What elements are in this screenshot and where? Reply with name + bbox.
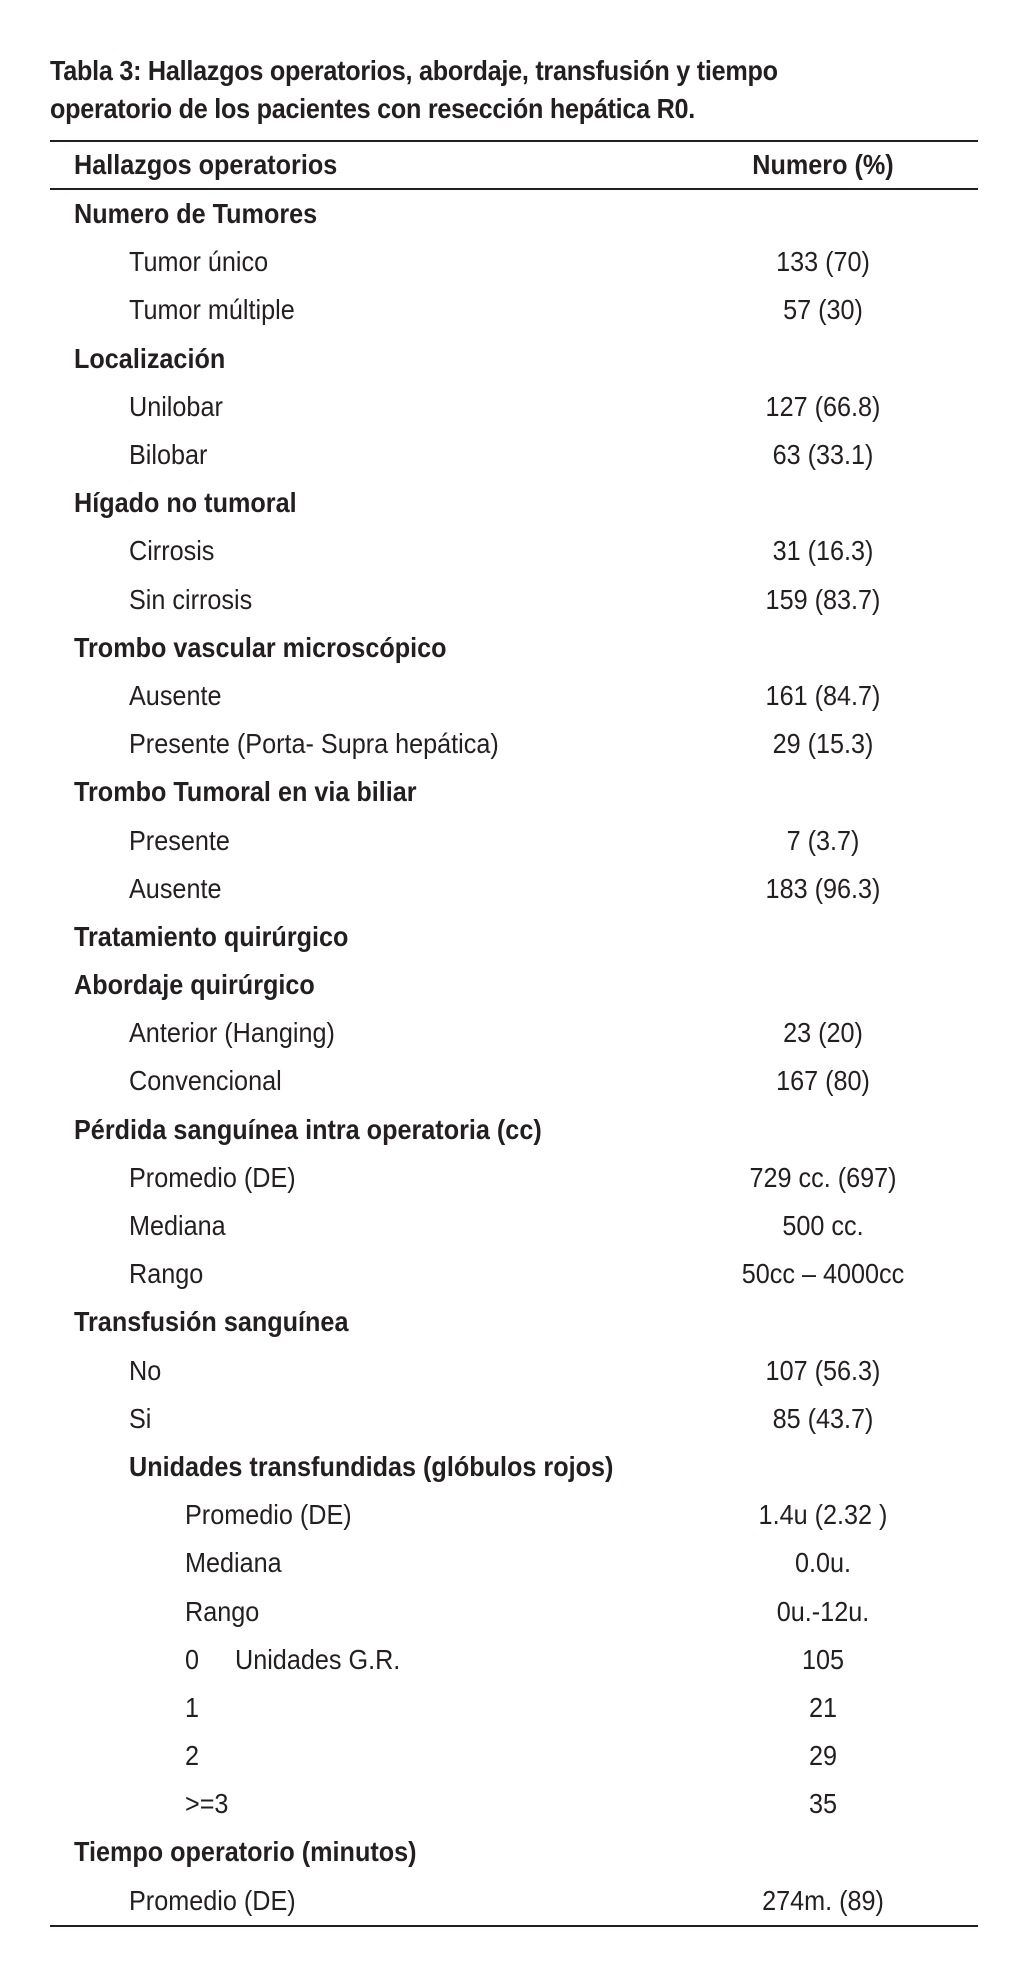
table-row: [50, 576, 978, 624]
row-label: Unidades transfundidas (glóbulos rojos): [129, 1450, 614, 1482]
row-label: 2: [185, 1740, 200, 1772]
row-value: 274m. (89): [762, 1884, 884, 1916]
row-value: 105: [801, 1643, 845, 1675]
row-label: Rango: [185, 1595, 260, 1627]
row-label: Pérdida sanguínea intra operatoria (cc): [74, 1113, 542, 1145]
table-row: [50, 1443, 978, 1491]
row-label: Presente (Porta- Supra hepática): [129, 728, 499, 760]
row-label: Sin cirrosis: [129, 583, 253, 615]
table-row: [50, 1491, 978, 1539]
row-label: Unilobar: [129, 390, 223, 422]
row-value: 159 (83.7): [765, 583, 881, 615]
table-row: [50, 1732, 978, 1780]
table-row: [50, 1684, 978, 1732]
row-label: Hígado no tumoral: [74, 487, 297, 519]
row-label: Cirrosis: [129, 535, 215, 567]
row-label: 1: [185, 1691, 200, 1723]
document-page: [50, 52, 978, 1916]
table-caption: [50, 52, 885, 128]
row-label: No: [129, 1354, 162, 1386]
row-sublabel: Unidades G.R.: [235, 1643, 401, 1675]
table-row: [50, 1539, 978, 1587]
row-value: 85 (43.7): [772, 1402, 874, 1434]
table-row: [50, 527, 978, 575]
table-header-row: [50, 142, 978, 188]
row-label: >=3: [185, 1788, 229, 1820]
row-label: Numero de Tumores: [74, 198, 318, 230]
row-label: Mediana: [129, 1210, 226, 1242]
row-value: 23 (20): [783, 1017, 863, 1049]
table-row: [50, 1250, 978, 1298]
caption-line-2: operatorio de los pacientes con resección hepática R0.: [50, 93, 696, 124]
row-value: 7 (3.7): [786, 824, 860, 856]
row-value: 127 (66.8): [765, 390, 881, 422]
table-section-row: [50, 913, 978, 961]
table-row: [50, 1780, 978, 1828]
row-label: 0: [185, 1643, 200, 1675]
table-row: [50, 431, 978, 479]
table-row: [50, 286, 978, 334]
table-row: [50, 238, 978, 286]
row-label: Anterior (Hanging): [129, 1017, 335, 1049]
row-label: Tratamiento quirúrgico: [74, 920, 349, 952]
table-row: [50, 720, 978, 768]
row-value: 161 (84.7): [765, 679, 881, 711]
row-value: 500 cc.: [782, 1210, 864, 1242]
table-row: [50, 1587, 978, 1635]
table-section-row: [50, 190, 978, 238]
row-label: Rango: [129, 1258, 204, 1290]
header-label: Hallazgos operatorios: [74, 149, 338, 180]
table-section-row: [50, 768, 978, 816]
row-value: 29: [808, 1740, 838, 1772]
row-value: 107 (56.3): [765, 1354, 881, 1386]
table-row: [50, 672, 978, 720]
row-label: Promedio (DE): [129, 1884, 296, 1916]
table-section-row: [50, 1106, 978, 1154]
row-value: 0u.-12u.: [776, 1595, 870, 1627]
table-section-row: [50, 335, 978, 383]
table-bottom-rule: [50, 1925, 978, 1927]
row-value: 29 (15.3): [772, 728, 874, 760]
table-row: [50, 1009, 978, 1057]
table-row: [50, 1877, 978, 1925]
row-label: Si: [129, 1402, 152, 1434]
row-label: Promedio (DE): [129, 1161, 296, 1193]
table-section-row: [50, 1298, 978, 1346]
row-label: Promedio (DE): [185, 1499, 352, 1531]
row-label: Tiempo operatorio (minutos): [74, 1836, 417, 1868]
table-row: [50, 383, 978, 431]
table-row: [50, 1636, 978, 1684]
row-label: Abordaje quirúrgico: [74, 969, 315, 1001]
findings-table: [50, 140, 978, 1927]
row-label: Bilobar: [129, 439, 208, 471]
table-section-row: [50, 1828, 978, 1876]
row-label: Trombo vascular microscópico: [74, 631, 447, 663]
row-value: 50cc – 4000cc: [741, 1258, 905, 1290]
row-label: Trombo Tumoral en via biliar: [74, 776, 417, 808]
table-section-row: [50, 479, 978, 527]
table-row: [50, 865, 978, 913]
table-section-row: [50, 624, 978, 672]
row-label: Convencional: [129, 1065, 282, 1097]
row-value: 1.4u (2.32 ): [758, 1499, 888, 1531]
row-label: Tumor único: [129, 246, 269, 278]
table-row: [50, 1057, 978, 1105]
table-row: [50, 1154, 978, 1202]
table-section-row: [50, 961, 978, 1009]
row-value: 57 (30): [783, 294, 863, 326]
row-value: 0.0u.: [794, 1547, 852, 1579]
row-value: 63 (33.1): [772, 439, 874, 471]
table-row: [50, 1347, 978, 1395]
caption-line-1: Tabla 3: Hallazgos operatorios, abordaje, transfusión y tiempo: [50, 55, 778, 86]
header-value: Numero (%): [752, 149, 894, 180]
row-label: Localización: [74, 342, 226, 374]
row-value: 167 (80): [776, 1065, 870, 1097]
row-value: 729 cc. (697): [749, 1161, 897, 1193]
row-value: 21: [808, 1691, 838, 1723]
row-label: Tumor múltiple: [129, 294, 295, 326]
row-value: 35: [808, 1788, 838, 1820]
row-value: 183 (96.3): [765, 872, 881, 904]
row-value: 31 (16.3): [772, 535, 874, 567]
row-value: 133 (70): [776, 246, 870, 278]
row-label: Ausente: [129, 679, 222, 711]
table-row: [50, 1202, 978, 1250]
row-label: Mediana: [185, 1547, 282, 1579]
row-label: Ausente: [129, 872, 222, 904]
row-label: Transfusión sanguínea: [74, 1306, 349, 1338]
row-label: Presente: [129, 824, 230, 856]
table-row: [50, 1395, 978, 1443]
table-row: [50, 816, 978, 864]
table-body: [50, 190, 978, 1925]
